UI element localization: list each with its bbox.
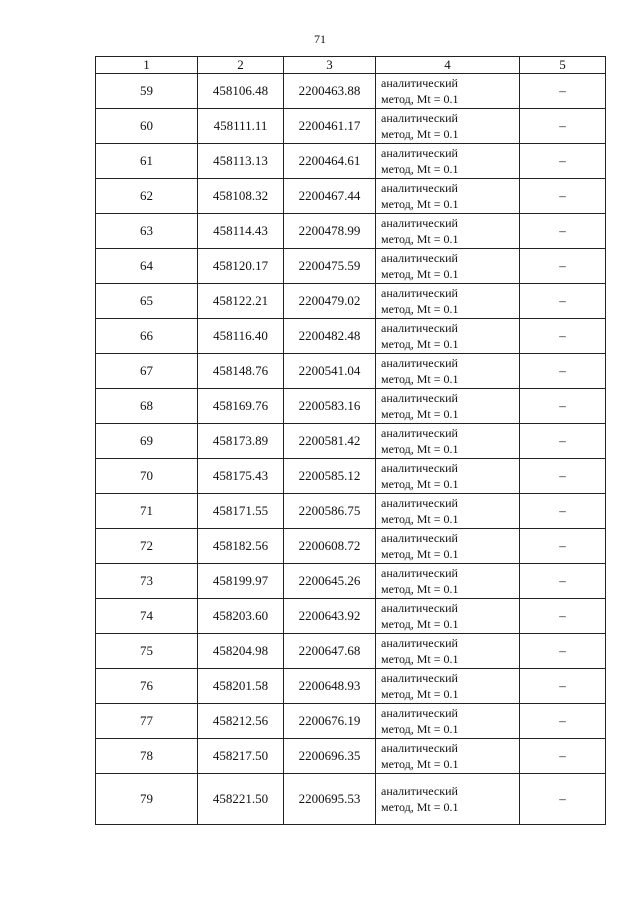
table-body bbox=[96, 74, 606, 825]
y-coordinate-cell: 2200696.35 bbox=[284, 739, 376, 774]
method-line-2: метод, Mt = 0.1 bbox=[381, 617, 459, 631]
x-coordinate-cell: 458106.48 bbox=[198, 74, 284, 109]
method-line-1: аналитический bbox=[381, 461, 458, 475]
table-row bbox=[96, 424, 606, 459]
method-cell bbox=[376, 179, 520, 214]
x-coordinate-cell: 458212.56 bbox=[198, 704, 284, 739]
x-coordinate-cell: 458175.43 bbox=[198, 459, 284, 494]
y-coordinate-cell: 2200586.75 bbox=[284, 494, 376, 529]
table-row bbox=[96, 494, 606, 529]
method-line-1: аналитический bbox=[381, 146, 458, 160]
point-number-cell: 77 bbox=[96, 704, 198, 739]
method-cell bbox=[376, 564, 520, 599]
coordinates-table bbox=[95, 56, 606, 825]
method-cell bbox=[376, 739, 520, 774]
method-line-1: аналитический bbox=[381, 356, 458, 370]
y-coordinate-cell: 2200648.93 bbox=[284, 669, 376, 704]
y-coordinate-cell: 2200467.44 bbox=[284, 179, 376, 214]
table-row bbox=[96, 109, 606, 144]
method-line-2: метод, Mt = 0.1 bbox=[381, 512, 459, 526]
note-cell: – bbox=[520, 634, 606, 669]
table-row bbox=[96, 599, 606, 634]
method-cell bbox=[376, 109, 520, 144]
table-row bbox=[96, 774, 606, 825]
table-row bbox=[96, 214, 606, 249]
method-line-2: метод, Mt = 0.1 bbox=[381, 722, 459, 736]
method-cell bbox=[376, 459, 520, 494]
note-cell: – bbox=[520, 529, 606, 564]
point-number-cell: 72 bbox=[96, 529, 198, 564]
note-cell: – bbox=[520, 669, 606, 704]
method-cell bbox=[376, 704, 520, 739]
note-cell: – bbox=[520, 144, 606, 179]
point-number-cell: 73 bbox=[96, 564, 198, 599]
table-row bbox=[96, 284, 606, 319]
x-coordinate-cell: 458201.58 bbox=[198, 669, 284, 704]
note-cell: – bbox=[520, 704, 606, 739]
x-coordinate-cell: 458171.55 bbox=[198, 494, 284, 529]
note-cell: – bbox=[520, 284, 606, 319]
table-row bbox=[96, 389, 606, 424]
point-number-cell: 68 bbox=[96, 389, 198, 424]
method-line-2: метод, Mt = 0.1 bbox=[381, 302, 459, 316]
x-coordinate-cell: 458169.76 bbox=[198, 389, 284, 424]
method-line-2: метод, Mt = 0.1 bbox=[381, 162, 459, 176]
method-line-2: метод, Mt = 0.1 bbox=[381, 757, 459, 771]
y-coordinate-cell: 2200581.42 bbox=[284, 424, 376, 459]
method-line-1: аналитический bbox=[381, 741, 458, 755]
y-coordinate-cell: 2200479.02 bbox=[284, 284, 376, 319]
x-coordinate-cell: 458199.97 bbox=[198, 564, 284, 599]
header-col-4: 4 bbox=[376, 57, 520, 74]
method-cell bbox=[376, 354, 520, 389]
method-line-1: аналитический bbox=[381, 111, 458, 125]
note-cell: – bbox=[520, 389, 606, 424]
table-row bbox=[96, 179, 606, 214]
x-coordinate-cell: 458203.60 bbox=[198, 599, 284, 634]
note-cell: – bbox=[520, 424, 606, 459]
note-cell: – bbox=[520, 214, 606, 249]
method-cell bbox=[376, 494, 520, 529]
table-row bbox=[96, 564, 606, 599]
table-row bbox=[96, 74, 606, 109]
method-cell bbox=[376, 389, 520, 424]
table-row bbox=[96, 459, 606, 494]
point-number-cell: 69 bbox=[96, 424, 198, 459]
x-coordinate-cell: 458122.21 bbox=[198, 284, 284, 319]
method-line-1: аналитический bbox=[381, 181, 458, 195]
method-line-2: метод, Mt = 0.1 bbox=[381, 582, 459, 596]
table-row bbox=[96, 634, 606, 669]
method-line-1: аналитический bbox=[381, 784, 458, 798]
x-coordinate-cell: 458108.32 bbox=[198, 179, 284, 214]
y-coordinate-cell: 2200645.26 bbox=[284, 564, 376, 599]
point-number-cell: 79 bbox=[96, 774, 198, 825]
y-coordinate-cell: 2200695.53 bbox=[284, 774, 376, 825]
method-line-1: аналитический bbox=[381, 566, 458, 580]
y-coordinate-cell: 2200583.16 bbox=[284, 389, 376, 424]
x-coordinate-cell: 458221.50 bbox=[198, 774, 284, 825]
y-coordinate-cell: 2200608.72 bbox=[284, 529, 376, 564]
method-line-2: метод, Mt = 0.1 bbox=[381, 372, 459, 386]
method-cell bbox=[376, 319, 520, 354]
x-coordinate-cell: 458173.89 bbox=[198, 424, 284, 459]
x-coordinate-cell: 458120.17 bbox=[198, 249, 284, 284]
method-line-2: метод, Mt = 0.1 bbox=[381, 477, 459, 491]
method-line-1: аналитический bbox=[381, 216, 458, 230]
x-coordinate-cell: 458113.13 bbox=[198, 144, 284, 179]
note-cell: – bbox=[520, 774, 606, 825]
x-coordinate-cell: 458204.98 bbox=[198, 634, 284, 669]
point-number-cell: 78 bbox=[96, 739, 198, 774]
method-cell bbox=[376, 424, 520, 459]
y-coordinate-cell: 2200541.04 bbox=[284, 354, 376, 389]
point-number-cell: 63 bbox=[96, 214, 198, 249]
note-cell: – bbox=[520, 599, 606, 634]
table-row bbox=[96, 144, 606, 179]
y-coordinate-cell: 2200482.48 bbox=[284, 319, 376, 354]
method-line-1: аналитический bbox=[381, 496, 458, 510]
x-coordinate-cell: 458217.50 bbox=[198, 739, 284, 774]
x-coordinate-cell: 458111.11 bbox=[198, 109, 284, 144]
method-cell bbox=[376, 599, 520, 634]
method-cell bbox=[376, 284, 520, 319]
method-line-2: метод, Mt = 0.1 bbox=[381, 197, 459, 211]
note-cell: – bbox=[520, 739, 606, 774]
method-line-2: метод, Mt = 0.1 bbox=[381, 652, 459, 666]
y-coordinate-cell: 2200464.61 bbox=[284, 144, 376, 179]
note-cell: – bbox=[520, 109, 606, 144]
point-number-cell: 61 bbox=[96, 144, 198, 179]
method-line-1: аналитический bbox=[381, 531, 458, 545]
method-line-2: метод, Mt = 0.1 bbox=[381, 687, 459, 701]
y-coordinate-cell: 2200585.12 bbox=[284, 459, 376, 494]
point-number-cell: 71 bbox=[96, 494, 198, 529]
x-coordinate-cell: 458114.43 bbox=[198, 214, 284, 249]
point-number-cell: 75 bbox=[96, 634, 198, 669]
table-row bbox=[96, 529, 606, 564]
y-coordinate-cell: 2200643.92 bbox=[284, 599, 376, 634]
method-line-1: аналитический bbox=[381, 636, 458, 650]
point-number-cell: 65 bbox=[96, 284, 198, 319]
method-line-2: метод, Mt = 0.1 bbox=[381, 407, 459, 421]
header-col-3: 3 bbox=[284, 57, 376, 74]
method-line-2: метод, Mt = 0.1 bbox=[381, 337, 459, 351]
method-line-1: аналитический bbox=[381, 671, 458, 685]
header-col-1: 1 bbox=[96, 57, 198, 74]
point-number-cell: 66 bbox=[96, 319, 198, 354]
method-cell bbox=[376, 634, 520, 669]
header-col-5: 5 bbox=[520, 57, 606, 74]
note-cell: – bbox=[520, 249, 606, 284]
method-line-2: метод, Mt = 0.1 bbox=[381, 547, 459, 561]
method-line-1: аналитический bbox=[381, 601, 458, 615]
y-coordinate-cell: 2200463.88 bbox=[284, 74, 376, 109]
method-line-1: аналитический bbox=[381, 391, 458, 405]
method-cell bbox=[376, 214, 520, 249]
y-coordinate-cell: 2200475.59 bbox=[284, 249, 376, 284]
point-number-cell: 76 bbox=[96, 669, 198, 704]
y-coordinate-cell: 2200647.68 bbox=[284, 634, 376, 669]
method-cell bbox=[376, 144, 520, 179]
table-row bbox=[96, 739, 606, 774]
method-line-2: метод, Mt = 0.1 bbox=[381, 92, 459, 106]
y-coordinate-cell: 2200478.99 bbox=[284, 214, 376, 249]
table-row bbox=[96, 669, 606, 704]
point-number-cell: 64 bbox=[96, 249, 198, 284]
method-cell bbox=[376, 74, 520, 109]
method-line-2: метод, Mt = 0.1 bbox=[381, 442, 459, 456]
table-row bbox=[96, 354, 606, 389]
method-line-1: аналитический bbox=[381, 286, 458, 300]
method-line-2: метод, Mt = 0.1 bbox=[381, 267, 459, 281]
method-line-2: метод, Mt = 0.1 bbox=[381, 232, 459, 246]
point-number-cell: 67 bbox=[96, 354, 198, 389]
table-row bbox=[96, 249, 606, 284]
method-line-1: аналитический bbox=[381, 706, 458, 720]
point-number-cell: 59 bbox=[96, 74, 198, 109]
note-cell: – bbox=[520, 494, 606, 529]
table-row bbox=[96, 704, 606, 739]
y-coordinate-cell: 2200461.17 bbox=[284, 109, 376, 144]
note-cell: – bbox=[520, 354, 606, 389]
method-cell bbox=[376, 669, 520, 704]
y-coordinate-cell: 2200676.19 bbox=[284, 704, 376, 739]
page-number: 71 bbox=[314, 32, 326, 46]
method-cell bbox=[376, 249, 520, 284]
table-header-row bbox=[96, 57, 606, 74]
method-line-1: аналитический bbox=[381, 76, 458, 90]
point-number-cell: 60 bbox=[96, 109, 198, 144]
point-number-cell: 74 bbox=[96, 599, 198, 634]
header-col-2: 2 bbox=[198, 57, 284, 74]
point-number-cell: 70 bbox=[96, 459, 198, 494]
note-cell: – bbox=[520, 74, 606, 109]
note-cell: – bbox=[520, 564, 606, 599]
method-line-1: аналитический bbox=[381, 426, 458, 440]
method-line-1: аналитический bbox=[381, 251, 458, 265]
note-cell: – bbox=[520, 319, 606, 354]
note-cell: – bbox=[520, 179, 606, 214]
method-line-2: метод, Mt = 0.1 bbox=[381, 800, 459, 814]
x-coordinate-cell: 458182.56 bbox=[198, 529, 284, 564]
method-line-1: аналитический bbox=[381, 321, 458, 335]
point-number-cell: 62 bbox=[96, 179, 198, 214]
method-line-2: метод, Mt = 0.1 bbox=[381, 127, 459, 141]
x-coordinate-cell: 458116.40 bbox=[198, 319, 284, 354]
note-cell: – bbox=[520, 459, 606, 494]
method-cell bbox=[376, 774, 520, 825]
method-cell bbox=[376, 529, 520, 564]
x-coordinate-cell: 458148.76 bbox=[198, 354, 284, 389]
table-row bbox=[96, 319, 606, 354]
